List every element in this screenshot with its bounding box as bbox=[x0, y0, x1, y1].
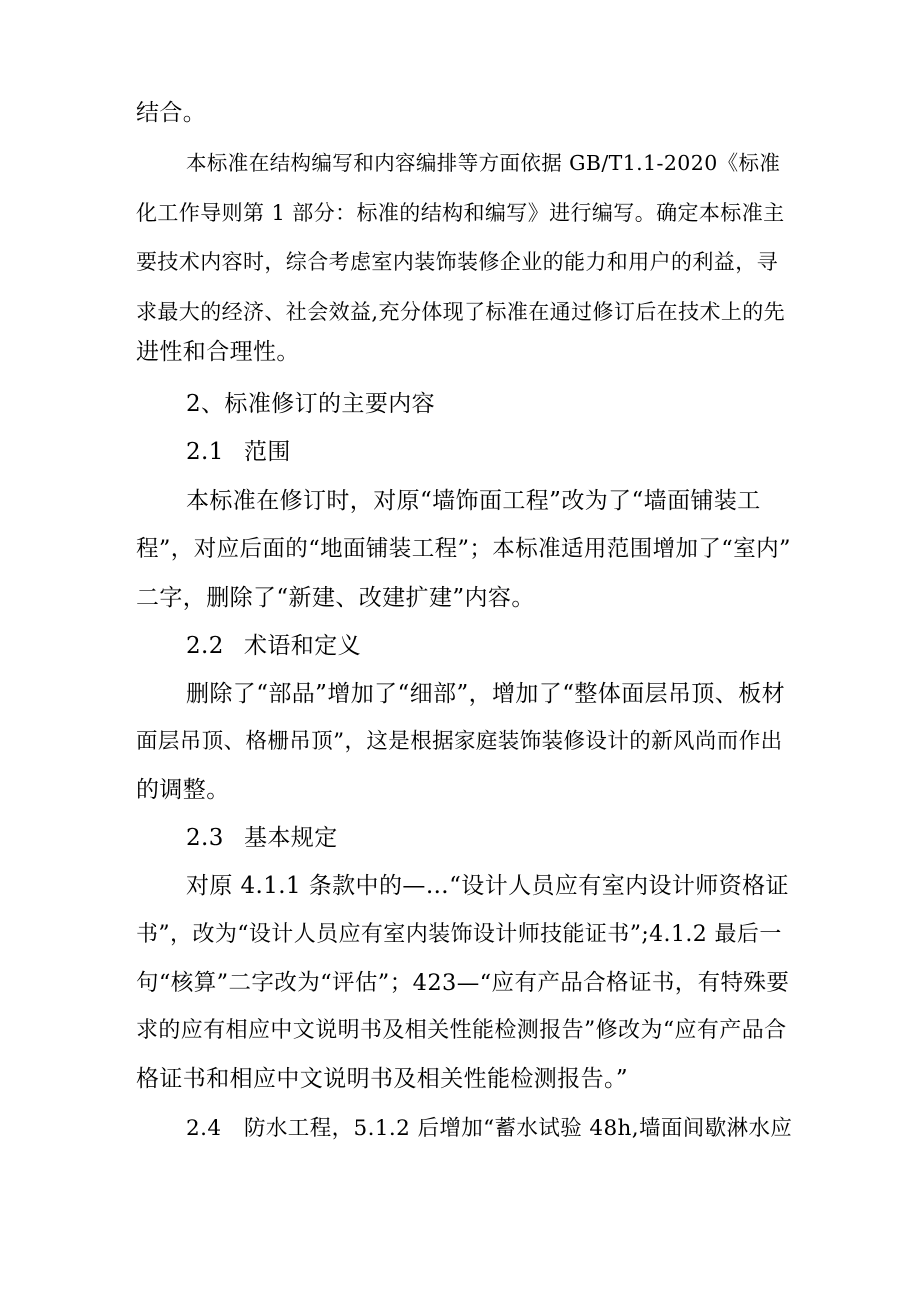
subsection-heading bbox=[186, 1114, 792, 1144]
text-line: 要技术内容时，综合考虑室内装饰装修企业的能力和用户的利益，寻 bbox=[136, 250, 778, 274]
text-line: 对原 4.1.1 条款中的—…“设计人员应有室内设计师资格证 bbox=[186, 873, 789, 899]
section-title: 术语和定义 bbox=[244, 633, 361, 659]
text-line: 本标准在结构编写和内容编排等方面依据 GB/T1.1-2020《标准 bbox=[186, 151, 781, 175]
text-line: 进性和合理性。 bbox=[136, 339, 300, 365]
text-line: 句“核算”二字改为“评估”；423—“应有产品合格证书，有特殊要 bbox=[136, 970, 790, 996]
text-line: 化工作导则第 1 部分：标准的结构和编写》进行编写。确定本标准主 bbox=[136, 201, 785, 225]
section-number: 2.4 bbox=[186, 1116, 222, 1141]
section-title: 防水工程，5.1.2 后增加“蓄水试验 48h,墙面间歇淋水应 bbox=[244, 1116, 793, 1141]
text-line: 格证书和相应中文说明书及相关性能检测报告。” bbox=[136, 1066, 629, 1092]
text-line: 删除了“部品”增加了“细部”，增加了“整体面层吊顶、板材 bbox=[186, 681, 785, 707]
text-line: 本标准在修订时，对原“墙饰面工程”改为了“墙面铺装工 bbox=[186, 488, 761, 514]
subsection-heading bbox=[186, 823, 338, 853]
text-line: 程”，对应后面的“地面铺装工程”；本标准适用范围增加了“室内” bbox=[136, 536, 791, 562]
subsection-heading bbox=[186, 437, 291, 467]
subsection-heading bbox=[186, 631, 361, 661]
text-line: 求最大的经济、社会效益,充分体现了标准在通过修订后在技术上的先 bbox=[136, 300, 786, 324]
section-title: 基本规定 bbox=[244, 825, 338, 851]
text-line: 书”，改为“设计人员应有室内装饰设计师技能证书”;4.1.2 最后一 bbox=[136, 922, 782, 947]
text-line: 的调整。 bbox=[136, 777, 230, 803]
section-heading: 2、标准修订的主要内容 bbox=[186, 391, 436, 417]
text-line: 求的应有相应中文说明书及相关性能检测报告”修改为“应有产品合 bbox=[136, 1018, 787, 1043]
section-number: 2.2 bbox=[186, 633, 224, 659]
section-number: 2.3 bbox=[186, 825, 224, 851]
section-title: 范围 bbox=[244, 439, 291, 465]
text-line: 二字，删除了“新建、改建扩建”内容。 bbox=[136, 585, 535, 611]
text-line: 面层吊顶、格栅吊顶”，这是根据家庭装饰装修设计的新风尚而作出 bbox=[136, 729, 783, 754]
text-line: 结合。 bbox=[136, 100, 207, 126]
section-number: 2.1 bbox=[186, 439, 224, 465]
